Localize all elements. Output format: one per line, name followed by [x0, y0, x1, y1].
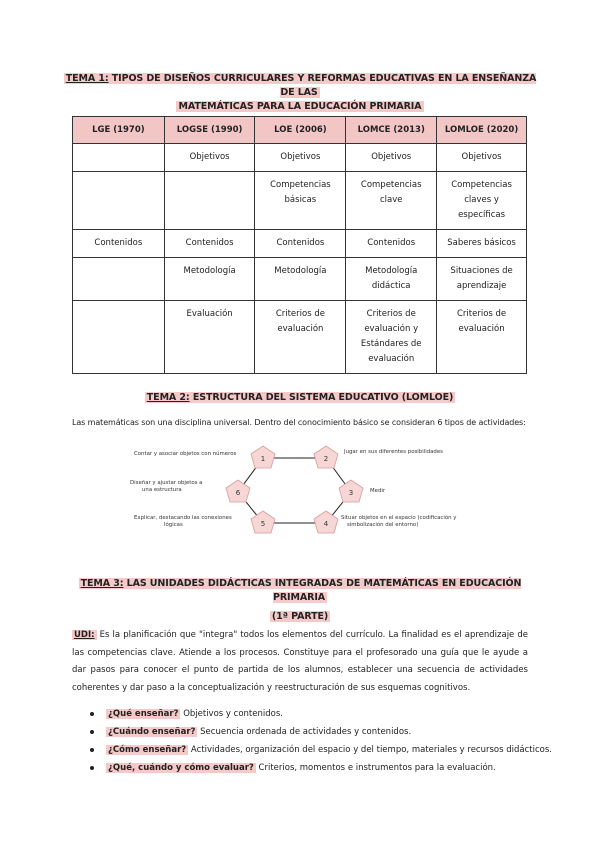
table-header-cell: LOGSE (1990) [164, 117, 255, 144]
table-cell: Objetivos [437, 144, 527, 172]
node-label: 1 [260, 455, 266, 463]
label-node-1: Contar y asociar objetos con números [134, 451, 237, 457]
table-cell [73, 172, 165, 230]
label-node-4-line1: Situar objetos en el espacio (codificación y [341, 515, 457, 521]
node-label: 6 [235, 489, 241, 497]
table-cell: Criterios de evaluación [255, 301, 346, 374]
bullet-icon [90, 730, 94, 734]
table-header-cell: LOMCE (2013) [346, 117, 437, 144]
bullet-answer: Objetivos y contenidos. [183, 709, 283, 719]
tema1-title-line1 [64, 73, 536, 98]
list-item [90, 723, 530, 741]
tema1-title-text1: TIPOS DE DISEÑOS CURRICULARES Y REFORMAS EDUCATIVAS EN LA ENSEÑANZA DE LAS [111, 73, 537, 98]
label-node-6-line2: una estructura [142, 487, 182, 493]
table-row [73, 301, 527, 374]
label-node-4 [341, 515, 469, 529]
node-label: 4 [323, 520, 329, 528]
tema2-label: TEMA 2: [146, 392, 190, 403]
bullet-answer: Secuencia ordenada de actividades y contenidos. [200, 727, 412, 737]
table-cell: Criterios de evaluación y Estándares de evaluación [346, 301, 437, 374]
tema2-title-line [145, 392, 455, 403]
table-header-cell: LGE (1970) [73, 117, 165, 144]
table-cell: Competencias clave [346, 172, 437, 230]
table-cell: Contenidos [346, 230, 437, 258]
label-node-6-line1: Diseñar y ajustar objetos a [130, 480, 203, 486]
bullet-icon [90, 748, 94, 752]
table-cell: Objetivos [346, 144, 437, 172]
tema3-title-text1: LAS UNIDADES DIDÁCTICAS INTEGRADAS DE MATEMÁTICAS EN EDUCACIÓN PRIMARIA [126, 578, 522, 603]
bullet-list [90, 705, 552, 777]
label-node-5-line1: Explicar, destacando las conexiones [134, 515, 232, 521]
table-cell: Competencias básicas [255, 172, 346, 230]
label-node-5 [134, 515, 246, 529]
table-header-cell: LOE (2006) [255, 117, 346, 144]
label-node-3: Medir [370, 488, 386, 494]
table-cell: Contenidos [73, 230, 165, 258]
tema3-label: TEMA 3: [80, 578, 124, 589]
table-cell: Metodología didáctica [346, 258, 437, 301]
node-5 [251, 511, 275, 533]
udi-paragraph [72, 627, 528, 697]
tema3-title [60, 577, 540, 629]
table-cell [73, 144, 165, 172]
table-row [73, 258, 527, 301]
tema2-title-text: ESTRUCTURA DEL SISTEMA EDUCATIVO (LOMLOE) [192, 392, 454, 403]
bullet-answer: Criterios, momentos e instrumentos para la evaluación. [258, 763, 496, 773]
tema3-title-line2: (1ª PARTE) [271, 611, 329, 622]
table-cell: Contenidos [164, 230, 255, 258]
node-label: 2 [323, 455, 329, 463]
bullet-icon [90, 712, 94, 716]
list-item [90, 741, 552, 759]
tema3-title-line1 [79, 578, 522, 603]
udi-text: Es la planificación que "integra" todos los elementos del currículo. La finalidad es el aprendizaje de las competencias clave. Atiende a los procesos. Constituye para el profesorado una guía que le ayude a dar pasos para conocer el punto de partida de los alumnos, establecer una secuencia de actividades coherentes y dar paso a la conceptualización y reestructuración de sus esquemas cognitivos. [72, 630, 529, 693]
node-3 [339, 480, 363, 502]
table-cell [73, 258, 165, 301]
label-node-6 [130, 480, 224, 494]
table-cell [164, 172, 255, 230]
bullet-question: ¿Cómo enseñar? [108, 745, 187, 755]
table-cell: Saberes básicos [437, 230, 527, 258]
table-cell: Situaciones de aprendizaje [437, 258, 527, 301]
node-4 [314, 511, 338, 533]
bullet-question: ¿Cuándo enseñar? [108, 727, 196, 737]
table-row [73, 144, 527, 172]
table-cell: Metodología [255, 258, 346, 301]
table-cell: Competencias claves y específicas [437, 172, 527, 230]
table-row [73, 172, 527, 230]
udi-label: UDI: [74, 630, 95, 640]
table-cell: Contenidos [255, 230, 346, 258]
bullet-question: ¿Qué enseñar? [108, 709, 179, 719]
table-cell: Evaluación [164, 301, 255, 374]
tema1-title-line2: MATEMÁTICAS PARA LA EDUCACIÓN PRIMARIA [178, 101, 422, 112]
tema2-intro: Las matemáticas son una disciplina universal. Dentro del conocimiento básico se consideran 6 tipos de actividades: [72, 418, 526, 427]
table-row [73, 230, 527, 258]
tema2-title [60, 391, 540, 405]
node-6 [226, 480, 250, 502]
node-label: 3 [348, 489, 354, 497]
bullet-icon [90, 766, 94, 770]
label-node-4-line2: simbolización del entorno) [347, 522, 419, 528]
label-node-2: Jugar en sus diferentes posibilidades [344, 449, 443, 455]
bullet-answer: Actividades, organización del espacio y del tiempo, materiales y recursos didácticos. [190, 745, 552, 755]
node-1 [251, 446, 275, 468]
curriculum-table [72, 116, 527, 374]
list-item [90, 705, 530, 723]
table-header-row [73, 117, 527, 144]
node-2 [314, 446, 338, 468]
activities-diagram [130, 440, 470, 540]
tema1-label: TEMA 1: [65, 73, 109, 84]
table-cell: Objetivos [255, 144, 346, 172]
bullet-question: ¿Qué, cuándo y cómo evaluar? [108, 763, 254, 773]
list-item [90, 759, 530, 777]
table-cell: Metodología [164, 258, 255, 301]
table-cell: Criterios de evaluación [437, 301, 527, 374]
label-node-5-line2: lógicas [164, 522, 183, 528]
tema1-title [60, 72, 540, 114]
table-cell: Objetivos [164, 144, 255, 172]
node-label: 5 [260, 520, 266, 528]
table-header-cell: LOMLOE (2020) [437, 117, 527, 144]
table-cell [73, 301, 165, 374]
